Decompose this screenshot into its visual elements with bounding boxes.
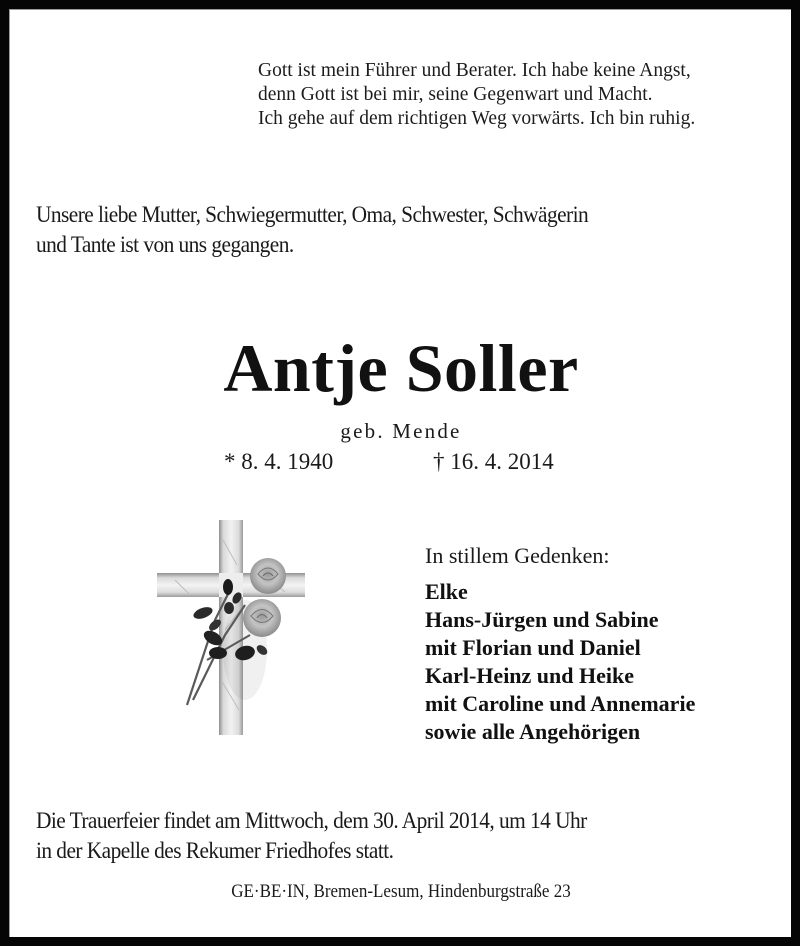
mourner-line: sowie alle Angehörigen [425,719,641,744]
mourner-line: mit Caroline und Annemarie [425,691,696,716]
undertaker-footer: GE·BE·IN, Bremen-Lesum, Hindenburgstraße 23 [231,882,571,902]
birth-date: * 8. 4. 1940 [224,449,334,474]
funeral-line: in der Kapelle des Rekumer Friedhofes statt. [36,838,394,863]
mourner-line: mit Florian und Daniel [425,635,641,660]
funeral-line: Die Trauerfeier findet am Mittwoch, dem 30. April 2014, um 14 Uhr [36,808,587,833]
mourners-label: In stillem Gedenken: [425,543,610,568]
death-date: † 16. 4. 2014 [433,449,554,474]
birth-name: geb. Mende [340,419,462,443]
funeral-info [36,806,587,866]
verse-line: Ich gehe auf dem richtigen Weg vorwärts. Ich bin ruhig. [258,108,696,129]
intro-line: und Tante ist von uns gegangen. [36,232,294,257]
bible-verse [258,59,695,131]
cross-with-roses-icon [145,510,305,735]
verse-line: Gott ist mein Führer und Berater. Ich habe keine Angst, [258,60,691,81]
intro-text [36,200,588,260]
intro-line: Unsere liebe Mutter, Schwiegermutter, Oma, Schwester, Schwägerin [36,202,589,227]
mourners-list [425,578,695,746]
verse-line: denn Gott ist bei mir, seine Gegenwart und Macht. [258,84,653,105]
mourner-line: Elke [425,579,468,604]
mourner-line: Karl-Heinz und Heike [425,663,634,688]
mourner-line: Hans-Jürgen und Sabine [425,607,659,632]
obituary-notice [9,9,791,937]
deceased-name: Antje Soller [223,330,579,406]
